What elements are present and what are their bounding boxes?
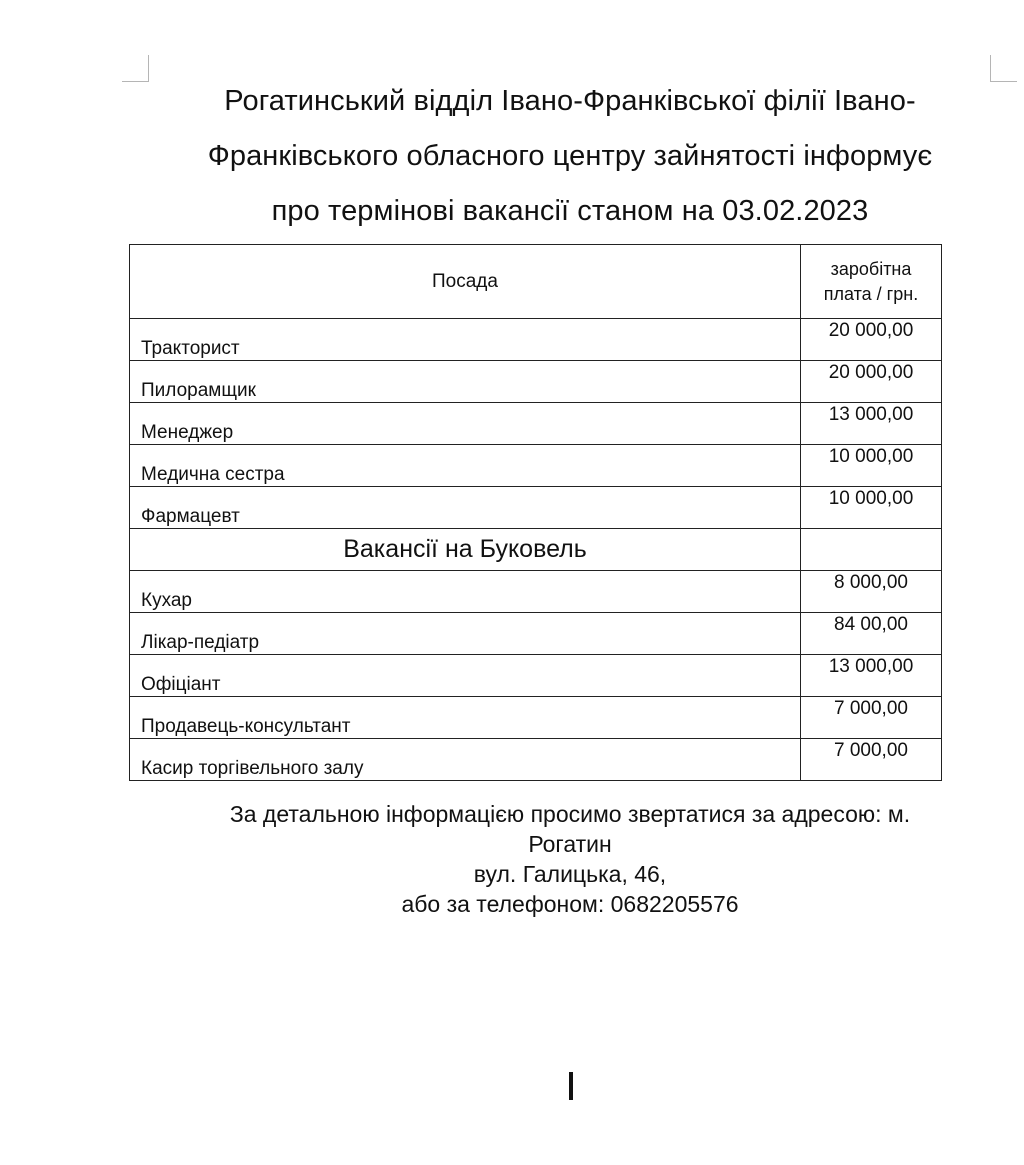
salary-cell: 7 000,00: [801, 739, 942, 781]
contact-line-2: Рогатин: [528, 831, 612, 857]
header-position: Посада: [130, 245, 801, 319]
position-cell: Пилорамщик: [130, 361, 801, 403]
table-row: [130, 697, 942, 739]
salary-cell: 13 000,00: [801, 403, 942, 445]
position-cell: Медична сестра: [130, 445, 801, 487]
contact-line-1: За детальною інформацією просимо звертатися за адресою: м.: [229, 801, 911, 827]
document-title: [130, 74, 1010, 239]
header-salary: [801, 245, 942, 319]
table-row: [130, 487, 942, 529]
title-line-2: Франківського обласного центру зайнятості інформує: [207, 140, 933, 172]
table-row: [130, 319, 942, 361]
table-row: [130, 739, 942, 781]
salary-cell: 7 000,00: [801, 697, 942, 739]
salary-cell: 84 00,00: [801, 613, 942, 655]
section-empty-cell: [801, 529, 942, 571]
table-row: [130, 361, 942, 403]
contact-phone: або за телефоном: 0682205576: [401, 891, 739, 917]
salary-cell: 20 000,00: [801, 319, 942, 361]
table-row: [130, 613, 942, 655]
position-cell: Офіціант: [130, 655, 801, 697]
header-salary-line-2: плата / грн.: [823, 283, 919, 304]
table-row: [130, 445, 942, 487]
vacancies-table: [129, 244, 942, 781]
contact-info: [130, 799, 1010, 919]
position-cell: Продавець-консультант: [130, 697, 801, 739]
table-row: [130, 403, 942, 445]
table-header-row: [130, 245, 942, 319]
section-title: Вакансії на Буковель: [130, 529, 801, 571]
salary-cell: 13 000,00: [801, 655, 942, 697]
position-cell: Кухар: [130, 571, 801, 613]
salary-cell: 10 000,00: [801, 487, 942, 529]
contact-address: вул. Галицька, 46,: [473, 861, 667, 887]
section-header-row: [130, 529, 942, 571]
title-line-3: про термінові вакансії станом на 03.02.2023: [271, 195, 869, 227]
header-salary-line-1: заробітна: [830, 258, 912, 279]
title-line-1: Рогатинський відділ Івано-Франківської філії Івано-: [224, 85, 916, 117]
position-cell: Фармацевт: [130, 487, 801, 529]
position-cell: Касир торгівельного залу: [130, 739, 801, 781]
salary-cell: 20 000,00: [801, 361, 942, 403]
position-cell: Тракторист: [130, 319, 801, 361]
salary-cell: 10 000,00: [801, 445, 942, 487]
position-cell: Менеджер: [130, 403, 801, 445]
position-cell: Лікар-педіатр: [130, 613, 801, 655]
table-row: [130, 571, 942, 613]
text-cursor[interactable]: [569, 1072, 573, 1100]
salary-cell: 8 000,00: [801, 571, 942, 613]
table-row: [130, 655, 942, 697]
